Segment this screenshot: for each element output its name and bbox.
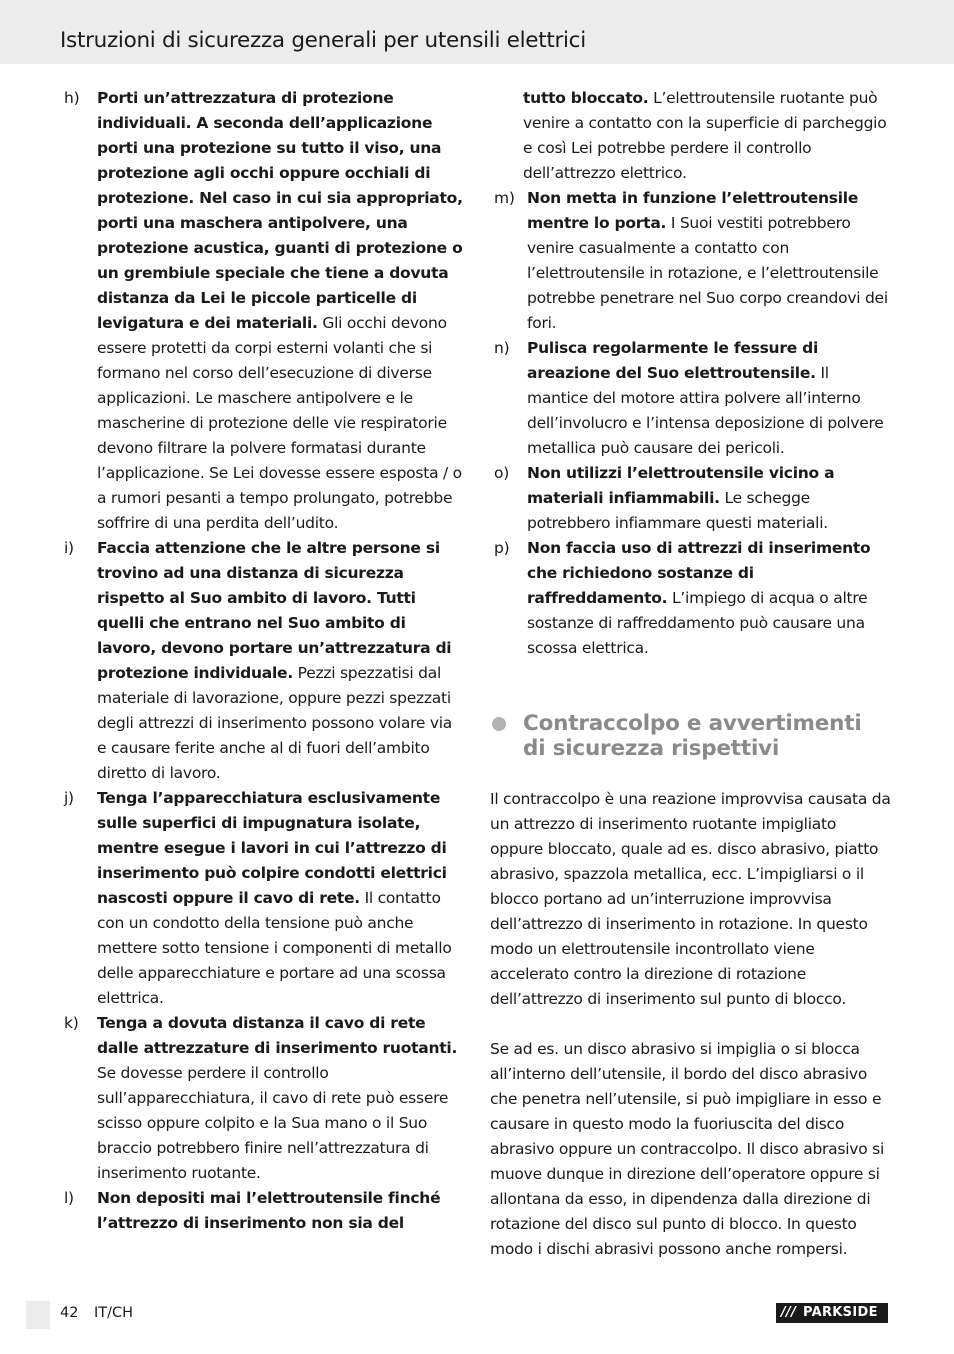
item-text: Il contatto con un condotto della tensione può anche mettere sotto tensione i componenti di metallo delle apparecchiature e portare ad una scossa elettrica. [97, 889, 452, 1007]
safety-item-i [60, 536, 465, 786]
item-text: L’impiego di acqua o altre sostanze di raffreddamento può causare una scossa elettrica. [527, 589, 868, 657]
safety-item-n [490, 336, 892, 461]
item-text: Gli occhi devono essere protetti da corpi esterni volanti che si formano nel corso dell’esecuzione di diverse applicazioni. Le maschere antipolvere e le mascherine di protezione delle vie respiratorie devono filtrare la polvere formatasi durante l’applicazione. Se Lei dovesse essere esposta / o a rumori pesanti a tempo prolungato, potrebbe soffrire di una perdita dell’udito. [97, 314, 462, 532]
bullet-icon [492, 717, 506, 731]
item-marker: m) [494, 189, 515, 207]
section-heading-line2: di sicurezza rispettivi [523, 736, 780, 761]
item-bold-text: Non utilizzi l’elettroutensile vicino a materiali infiammabili. [527, 464, 835, 507]
safety-item-j [60, 786, 465, 1011]
safety-item-o [490, 461, 892, 536]
item-marker: p) [494, 539, 510, 557]
item-marker: l) [64, 1189, 74, 1207]
section-heading-line1: Contraccolpo e avvertimenti [523, 711, 862, 736]
body-paragraph: Il contraccolpo è una reazione improvvisa causata da un attrezzo di inserimento ruotante impigliato oppure bloccato, quale ad es. disco abrasivo, piatto abrasivo, spazzola metallica, ecc. L’impigliarsi o il blocco portano ad un’interruzione improvvisa dell’attrezzo di inserimento in rotazione. In questo modo un elettroutensile incontrollato viene accelerato contro la direzione di rotazione dell’attrezzo di inserimento sul punto di blocco. [490, 790, 891, 1008]
item-text: Pezzi spezzatisi dal materiale di lavorazione, oppure pezzi spezzati degli attrezzi di inserimento possono volare via e causare ferite anche al di fuori dell’ambito diretto di lavoro. [97, 664, 453, 782]
page-number: 42 [60, 1305, 79, 1321]
logo-text: PARKSIDE [803, 1305, 878, 1320]
safety-item-h [60, 86, 465, 536]
item-text: Se dovesse perdere il controllo sull’apparecchiatura, il cavo di rete può essere scisso oppure colpito e la Sua mano o il Suo braccio potrebbero finire nell’attrezzatura di inserimento ruotante. [97, 1064, 449, 1182]
item-bold-text: Porti un’attrezzatura di protezione individuali. A seconda dell’applicazione porti una protezione su tutto il viso, una protezione agli occhi oppure occhiali di protezione. Nel caso in cui sia appropriato, porti una maschera antipolvere, una protezione acustica, guanti di protezione o un grembiule speciale che tiene a dovuta distanza da Lei le piccole particelle di levigatura e dei materiali. [97, 89, 463, 332]
safety-item-l [60, 1186, 465, 1236]
item-bold-text: Tenga a dovuta distanza il cavo di rete dalle attrezzature di inserimento ruotanti. [97, 1014, 458, 1057]
page-header [0, 0, 954, 64]
item-marker: h) [64, 89, 80, 107]
section-heading [490, 711, 892, 761]
left-column [60, 86, 465, 1236]
item-marker: j) [64, 789, 74, 807]
item-bold-text: tutto bloccato. [523, 89, 649, 107]
safety-item-m [490, 186, 892, 336]
item-bold-text: Non metta in funzione l’elettroutensile mentre lo porta. [527, 189, 859, 232]
item-bold-text: Non depositi mai l’elettroutensile finché l’attrezzo di inserimento non sia del [97, 1189, 441, 1232]
item-text: Le schegge potrebbero infiammare questi materiali. [527, 489, 828, 532]
language-code: IT/CH [94, 1305, 134, 1321]
item-bold-text: Pulisca regolarmente le fessure di areazione del Suo elettroutensile. [527, 339, 819, 382]
body-paragraph: Se ad es. un disco abrasivo si impiglia o si blocca all’interno dell’utensile, il bordo del disco abrasivo che penetra nell’utensile, si può impigliare in esso e causare in questo modo la fuoriuscita del disco abrasivo oppure un contraccolpo. Il disco abrasivo si muove dunque in direzione dell’operatore oppure si allontana da esso, in dipendenza dalla direzione di rotazione del disco sul punto di blocco. In questo modo i dischi abrasivi possono anche rompersi. [490, 1040, 885, 1258]
item-text: I Suoi vestiti potrebbero venire casualmente a contatto con l’elettroutensile in rotazione, e l’elettroutensile potrebbe penetrare nel Suo corpo creandovi dei fori. [527, 214, 888, 332]
safety-item-p [490, 536, 892, 661]
item-text: L’elettroutensile ruotante può venire a contatto con la superficie di parcheggio e così Lei potrebbe perdere il controllo dell’attrezzo elettrico. [523, 89, 887, 182]
parkside-logo [776, 1303, 888, 1323]
right-column [490, 86, 892, 1262]
item-marker: k) [64, 1014, 79, 1032]
item-marker: n) [494, 339, 510, 357]
safety-item-k [60, 1011, 465, 1186]
item-text: Il mantice del motore attira polvere all’interno dell’involucro e l’intensa deposizione di polvere metallica può causare dei pericoli. [527, 364, 884, 457]
item-bold-text: Faccia attenzione che le altre persone si trovino ad una distanza di sicurezza rispetto al Suo ambito di lavoro. Tutti quelli che entrano nel Suo ambito di lavoro, devono portare un’attrezzatura di protezione individuale. [97, 539, 452, 682]
safety-item-l-continuation [490, 86, 892, 186]
item-marker: o) [494, 464, 510, 482]
page-title: Istruzioni di sicurezza generali per utensili elettrici [60, 28, 586, 53]
item-marker: i) [64, 539, 74, 557]
item-bold-text: Non faccia uso di attrezzi di inserimento che richiedono sostanze di raffreddamento. [527, 539, 871, 607]
logo-stripes-icon: /// [781, 1305, 797, 1320]
item-bold-text: Tenga l’apparecchiatura esclusivamente sulle superfici di impugnatura isolate, mentre esegue i lavori in cui l’attrezzo di inserimento può colpire condotti elettrici nascosti oppure il cavo di rete. [97, 789, 447, 907]
page-number-box [26, 1301, 50, 1329]
